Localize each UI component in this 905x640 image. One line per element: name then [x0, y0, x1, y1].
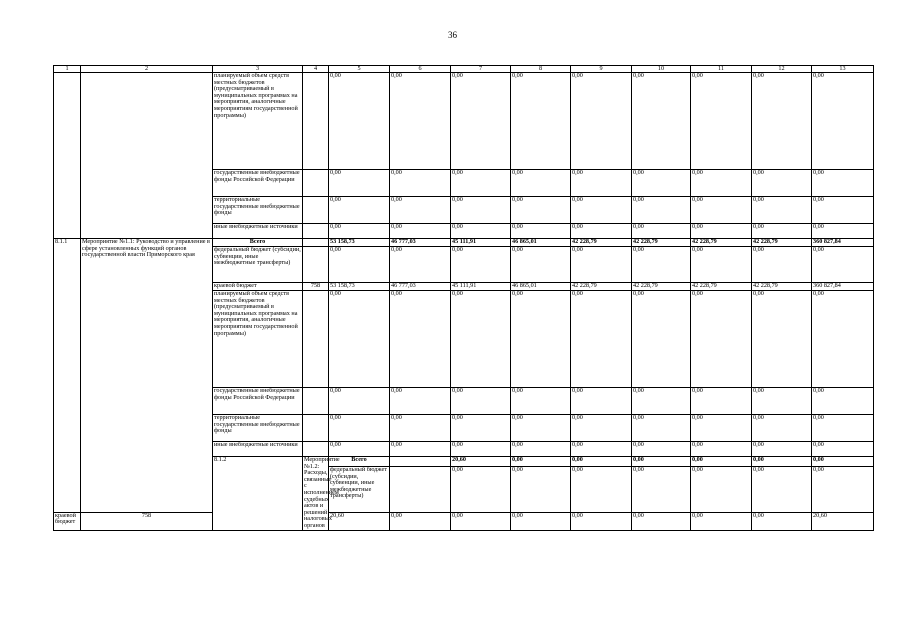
- value-cell: 0,00: [812, 442, 874, 457]
- value-cell: 0,00: [691, 442, 752, 457]
- value-cell: 0,00: [691, 512, 752, 530]
- value-cell: 0,00: [571, 457, 632, 467]
- value-cell: 0,00: [752, 197, 812, 224]
- funding-source: федеральный бюджет (субсидии, субвенции, иные межбюджетные трансферты): [329, 467, 390, 512]
- header-cell: 11: [691, 66, 752, 73]
- value-cell: 0,00: [632, 442, 691, 457]
- item-number: 8.1.1: [54, 239, 81, 513]
- header-row: [54, 66, 874, 73]
- value-cell: 0,00: [329, 170, 390, 197]
- value-cell: 42 228,79: [691, 283, 752, 291]
- value-cell: 0,00: [511, 73, 571, 170]
- header-cell: 9: [571, 66, 632, 73]
- table-row: [54, 73, 874, 170]
- value-cell: 20,60: [329, 512, 390, 530]
- funding-source: государственные внебюджетные фонды Российской Федерации: [213, 170, 303, 197]
- funding-source: краевой бюджет: [213, 283, 303, 291]
- value-cell: 0,00: [752, 73, 812, 170]
- grbs-code: [303, 388, 329, 415]
- value-cell: 0,00: [752, 512, 812, 530]
- header-cell: 4: [303, 66, 329, 73]
- grbs-code: [303, 247, 329, 283]
- value-cell: 0,00: [451, 415, 511, 442]
- grbs-code: [303, 415, 329, 442]
- grbs-code: [390, 467, 451, 512]
- value-cell: 0,00: [752, 247, 812, 283]
- value-cell: 0,00: [632, 467, 691, 512]
- funding-source: краевой бюджет: [54, 512, 81, 530]
- value-cell: 0,00: [571, 415, 632, 442]
- value-cell: 0,00: [329, 415, 390, 442]
- value-cell: 0,00: [812, 291, 874, 388]
- value-cell: 0,00: [511, 291, 571, 388]
- value-cell: 0,00: [329, 197, 390, 224]
- value-cell: 42 228,79: [571, 239, 632, 247]
- value-cell: 0,00: [571, 388, 632, 415]
- table-row: [54, 239, 874, 247]
- value-cell: 0,00: [632, 170, 691, 197]
- value-cell: 0,00: [390, 247, 451, 283]
- value-cell: 0,00: [812, 197, 874, 224]
- value-cell: 0,00: [329, 388, 390, 415]
- value-cell: 46 865,01: [511, 283, 571, 291]
- funding-source: Всего: [213, 239, 303, 247]
- value-cell: 20,60: [812, 512, 874, 530]
- value-cell: 42 228,79: [752, 239, 812, 247]
- item-description: Мероприятие №1.1: Руководство и управление в сфере установленных функций органов государственной власти Приморского края: [81, 239, 213, 513]
- value-cell: 0,00: [691, 291, 752, 388]
- funding-source: иные внебюджетные источники: [213, 224, 303, 239]
- value-cell: 0,00: [632, 224, 691, 239]
- value-cell: 0,00: [511, 224, 571, 239]
- funding-source: иные внебюджетные источники: [213, 442, 303, 457]
- grbs-code: [303, 73, 329, 170]
- value-cell: 0,00: [451, 442, 511, 457]
- header-cell: 8: [511, 66, 571, 73]
- item-description: [81, 73, 213, 239]
- value-cell: 0,00: [632, 388, 691, 415]
- funding-source: планируемый объем средств местных бюджетов (предусматриваемый в муниципальных программах на мероприятия, аналогичные мероприятиям государственной программы): [213, 73, 303, 170]
- header-cell: 5: [329, 66, 390, 73]
- value-cell: 0,00: [812, 415, 874, 442]
- grbs-code: [303, 224, 329, 239]
- value-cell: 0,00: [812, 224, 874, 239]
- header-cell: 6: [390, 66, 451, 73]
- value-cell: 46 865,01: [511, 239, 571, 247]
- value-cell: 0,00: [451, 467, 511, 512]
- funding-source: государственные внебюджетные фонды Российской Федерации: [213, 388, 303, 415]
- value-cell: 46 777,03: [390, 239, 451, 247]
- value-cell: 0,00: [390, 415, 451, 442]
- item-number: 8.1.2: [213, 457, 303, 531]
- value-cell: 0,00: [632, 512, 691, 530]
- value-cell: 0,00: [571, 442, 632, 457]
- value-cell: 0,00: [812, 388, 874, 415]
- value-cell: 0,00: [329, 73, 390, 170]
- value-cell: 0,00: [691, 415, 752, 442]
- value-cell: 0,00: [511, 512, 571, 530]
- value-cell: 45 111,91: [451, 239, 511, 247]
- value-cell: 0,00: [451, 170, 511, 197]
- value-cell: 0,00: [571, 512, 632, 530]
- value-cell: 0,00: [329, 247, 390, 283]
- value-cell: 42 228,79: [632, 283, 691, 291]
- grbs-code: [303, 291, 329, 388]
- value-cell: 0,00: [752, 467, 812, 512]
- funding-source: планируемый объем средств местных бюджетов (предусматриваемый в муниципальных программах на мероприятия, аналогичные мероприятиям государственной программы): [213, 291, 303, 388]
- grbs-code: [303, 239, 329, 247]
- header-cell: 3: [213, 66, 303, 73]
- value-cell: 0,00: [691, 388, 752, 415]
- value-cell: 0,00: [632, 457, 691, 467]
- value-cell: 0,00: [451, 197, 511, 224]
- value-cell: 0,00: [329, 442, 390, 457]
- value-cell: 0,00: [571, 73, 632, 170]
- value-cell: 0,00: [812, 73, 874, 170]
- value-cell: 0,00: [812, 247, 874, 283]
- value-cell: 0,00: [451, 224, 511, 239]
- value-cell: 46 777,03: [390, 283, 451, 291]
- value-cell: 0,00: [511, 467, 571, 512]
- value-cell: 0,00: [571, 467, 632, 512]
- header-cell: 12: [752, 66, 812, 73]
- value-cell: 45 111,91: [451, 283, 511, 291]
- value-cell: 0,00: [691, 467, 752, 512]
- value-cell: 0,00: [511, 170, 571, 197]
- value-cell: 0,00: [451, 512, 511, 530]
- value-cell: 42 228,79: [571, 283, 632, 291]
- header-cell: 7: [451, 66, 511, 73]
- table-row: [54, 512, 874, 530]
- value-cell: 0,00: [571, 197, 632, 224]
- value-cell: 0,00: [691, 457, 752, 467]
- value-cell: 0,00: [571, 170, 632, 197]
- value-cell: 20,60: [451, 457, 511, 467]
- grbs-code: [303, 442, 329, 457]
- item-number: [54, 73, 81, 239]
- value-cell: 0,00: [451, 73, 511, 170]
- grbs-code: [303, 170, 329, 197]
- value-cell: 0,00: [691, 247, 752, 283]
- value-cell: 0,00: [632, 73, 691, 170]
- grbs-code: 758: [303, 283, 329, 291]
- value-cell: 0,00: [390, 224, 451, 239]
- header-cell: 10: [632, 66, 691, 73]
- value-cell: 0,00: [752, 388, 812, 415]
- value-cell: 0,00: [812, 457, 874, 467]
- header-cell: 13: [812, 66, 874, 73]
- value-cell: 0,00: [752, 415, 812, 442]
- funding-source: Всего: [329, 457, 390, 467]
- item-description: Мероприятие №1.2: Расходы, связанные с исполнением судебных актов и решений налоговых органов: [304, 456, 340, 529]
- budget-table: [53, 65, 874, 531]
- value-cell: 0,00: [451, 291, 511, 388]
- value-cell: 0,00: [691, 73, 752, 170]
- value-cell: 0,00: [752, 170, 812, 197]
- value-cell: 0,00: [632, 197, 691, 224]
- value-cell: 0,00: [571, 247, 632, 283]
- value-cell: 0,00: [451, 388, 511, 415]
- value-cell: 0,00: [451, 247, 511, 283]
- value-cell: 0,00: [329, 291, 390, 388]
- value-cell: 0,00: [390, 388, 451, 415]
- value-cell: 0,00: [632, 415, 691, 442]
- grbs-code: [390, 457, 451, 467]
- header-cell: 1: [54, 66, 81, 73]
- funding-source: федеральный бюджет (субсидии, субвенции, иные межбюджетные трансферты): [213, 247, 303, 283]
- value-cell: 42 228,79: [691, 239, 752, 247]
- value-cell: 42 228,79: [752, 283, 812, 291]
- value-cell: 0,00: [390, 197, 451, 224]
- value-cell: 0,00: [632, 247, 691, 283]
- value-cell: 0,00: [329, 224, 390, 239]
- value-cell: 0,00: [390, 291, 451, 388]
- value-cell: 0,00: [812, 170, 874, 197]
- grbs-code: [303, 197, 329, 224]
- value-cell: 0,00: [571, 291, 632, 388]
- value-cell: 53 158,73: [329, 239, 390, 247]
- value-cell: 42 228,79: [632, 239, 691, 247]
- value-cell: 0,00: [691, 197, 752, 224]
- value-cell: 53 158,73: [329, 283, 390, 291]
- value-cell: 0,00: [511, 415, 571, 442]
- value-cell: 0,00: [511, 247, 571, 283]
- value-cell: 0,00: [511, 388, 571, 415]
- value-cell: 0,00: [752, 457, 812, 467]
- value-cell: 0,00: [571, 224, 632, 239]
- page-number: 36: [448, 30, 457, 40]
- value-cell: 0,00: [752, 442, 812, 457]
- value-cell: 0,00: [390, 512, 451, 530]
- grbs-code: 758: [81, 512, 213, 530]
- value-cell: 0,00: [691, 170, 752, 197]
- value-cell: 360 827,84: [812, 239, 874, 247]
- value-cell: 0,00: [812, 467, 874, 512]
- value-cell: 0,00: [390, 170, 451, 197]
- value-cell: 0,00: [511, 197, 571, 224]
- value-cell: 0,00: [390, 73, 451, 170]
- header-cell: 2: [81, 66, 213, 73]
- value-cell: 360 827,84: [812, 283, 874, 291]
- value-cell: 0,00: [632, 291, 691, 388]
- value-cell: 0,00: [390, 442, 451, 457]
- funding-source: территориальные государственные внебюджетные фонды: [213, 415, 303, 442]
- value-cell: 0,00: [691, 224, 752, 239]
- value-cell: 0,00: [511, 442, 571, 457]
- value-cell: 0,00: [752, 291, 812, 388]
- value-cell: 0,00: [752, 224, 812, 239]
- value-cell: 0,00: [511, 457, 571, 467]
- funding-source: территориальные государственные внебюджетные фонды: [213, 197, 303, 224]
